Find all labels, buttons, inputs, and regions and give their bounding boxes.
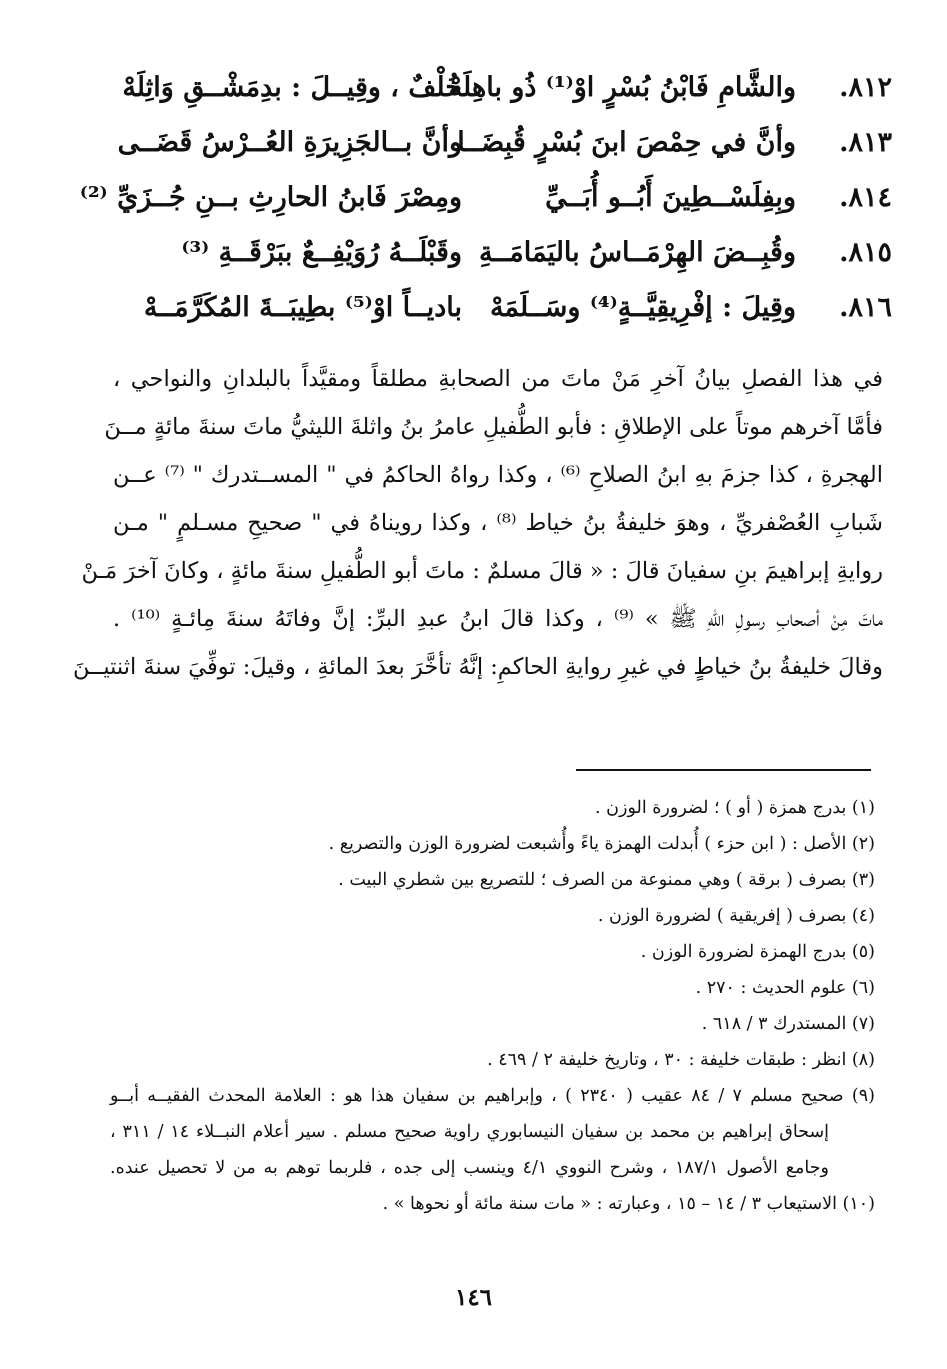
footnote: (١) بدرج همزة ( أو ) ؛ لضرورة الوزن . xyxy=(595,798,875,818)
footnote-continuation: وجامع الأصول ١٨٧/١ ، وشرح النووي ٤/١ وينسب إلى جده ، فلربما توهم به من لا تحصيل عنده. xyxy=(110,1158,829,1178)
prose-line: روايةِ إبراهيمَ بنِ سفيانَ قالَ : « قالَ مسلمٌ : ماتَ أبو الطُّفيلِ سنةَ مائةٍ ، وكانَ آخرَ مَـنْ xyxy=(81,558,883,584)
verse-line xyxy=(112,280,892,335)
verse-second-hemistich: باديــاً اوْ⁽⁵⁾ بطِيبَــةَ المُكَرَّمَــهْ xyxy=(143,292,462,323)
footnote: (٥) بدرج الهمزة لضرورة الوزن . xyxy=(640,942,875,962)
footnote-continuation: إسحاق إبراهيم بن محمد بن سفيان النيسابوري راوية صحيح مسلم . سير أعلام النبــلاء ١٤ / ٣١١ ، xyxy=(110,1122,829,1142)
footnote: (٦) علوم الحديث : ٢٧٠ . xyxy=(695,978,875,998)
footnote-separator xyxy=(576,769,871,771)
verse-block xyxy=(79,60,892,335)
verse-line xyxy=(112,225,892,280)
commentary-text xyxy=(73,355,883,691)
verse-line xyxy=(79,170,892,225)
verse-first-hemistich: والشَّامِ فَابْنُ بُسْرٍ اوْ⁽¹⁾ ذُو باهِلَهْ xyxy=(448,72,796,103)
prose-line: في هذا الفصلِ بيانُ آخرِ مَنْ ماتَ من الصحابةِ مطلقاً ومقيَّداً بالبلدانِ والنواحي ، xyxy=(113,366,883,392)
verse-second-hemistich: ومِصْرَ فَابنُ الحارِثِ بــنِ جُــزَيِّ ⁽²⁾ xyxy=(79,182,462,213)
prose-line: وقالَ خليفةُ بنُ خياطٍ في غيرِ روايةِ الحاكمِ: إنَّهُ تأخَّرَ بعدَ المائةِ ، وقيلَ: توفِّيَ سنةَ اثنتيــنَ xyxy=(73,654,883,680)
verse-second-hemistich: خُلْفٌ ، وقِيــلَ : بدِمَشْــقِ وَاثِلَهْ xyxy=(122,72,462,103)
footnote: (٣) بصرف ( برقة ) وهي ممنوعة من الصرف ؛ للتصريع بين شطري البيت . xyxy=(338,870,875,890)
footnote: (٢) الأصل : ( ابن حزء ) أُبدلت الهمزة ياءً وأُشبعت لضرورة الوزن والتصريع . xyxy=(328,834,875,854)
verse-line xyxy=(112,115,892,170)
page-number: ١٤٦ xyxy=(454,1284,493,1311)
verse-number: ٨١٣. xyxy=(839,127,892,158)
prose-line: شَبابِ العُصْفريِّ ، وهوَ خليفةُ بنُ خياط ⁽⁸⁾ ، وكذا رويناهُ في " صحيحِ مسـلمٍ " مـن xyxy=(113,510,883,536)
verse-first-hemistich: وقِيلَ : إفْرِيقِيَّــةٍ⁽⁴⁾ وسَــلَمَهْ xyxy=(489,292,796,323)
verse-second-hemistich: وقَبْلَــهُ رُوَيْفِــعٌ ببَرْقَــةِ ⁽³⁾ xyxy=(181,237,462,268)
prose-line: ماتَ مِنْ أصحابِ رسولِ اللهِ ﷺ » ⁽⁹⁾ ، وكذا قالَ ابنُ عبدِ البرِّ: إنَّ وفاتَهُ سنةَ مِائـةٍ ⁽¹⁰⁾ . xyxy=(113,606,883,632)
footnote: (٧) المستدرك ٣ / ٦١٨ . xyxy=(701,1014,875,1034)
footnotes xyxy=(110,790,875,1222)
verse-first-hemistich: وأنَّ في حِمْصَ ابنَ بُسْرٍ قُبِضَــا xyxy=(457,127,796,158)
verse-number: ٨١٥. xyxy=(839,237,892,268)
footnote: (١٠) الاستيعاب ٣ / ١٤ – ١٥ ، وعبارته : « مات سنة مائة أو نحوها » . xyxy=(382,1194,875,1214)
verse-number: ٨١٦. xyxy=(839,292,892,323)
verse-number: ٨١٤. xyxy=(839,182,892,213)
verse-first-hemistich: وبِفِلَسْــطِينَ أَبُــو أُبَــيِّ xyxy=(545,182,796,213)
prose-line: الهجرةِ ، كذا جزمَ بهِ ابنُ الصلاحِ ⁽⁶⁾ ، وكذا رواهُ الحاكمُ في " المســتدرك " ⁽⁷⁾ عــن xyxy=(113,462,883,488)
prose-line: فأمَّا آخرهم موتاً على الإطلاقِ : فأبو الطُّفيلِ عامرُ بنُ واثلةَ الليثيُّ ماتَ سنةَ مائةٍ مــنَ xyxy=(104,414,883,440)
footnote: (٩) صحيح مسلم ٧ / ٨٤ عقيب ( ٢٣٤٠ ) ، وإبراهيم بن سفيان هذا هو : العلامة المحدث الفقيــه أبــو xyxy=(110,1086,875,1106)
footnote: (٤) بصرف ( إفريقية ) لضرورة الوزن . xyxy=(597,906,875,926)
verse-line xyxy=(112,60,892,115)
footnote: (٨) انظر : طبقات خليفة : ٣٠ ، وتاريخ خليفة ٢ / ٤٦٩ . xyxy=(487,1050,875,1070)
verse-second-hemistich: وأنَّ بــالجَزِيرَةِ العُــرْسُ قَضَــى xyxy=(117,127,462,158)
verse-number: ٨١٢. xyxy=(839,72,892,103)
verse-first-hemistich: وقُبِــضَ الهِرْمَــاسُ باليَمَامَــةِ xyxy=(478,237,796,268)
